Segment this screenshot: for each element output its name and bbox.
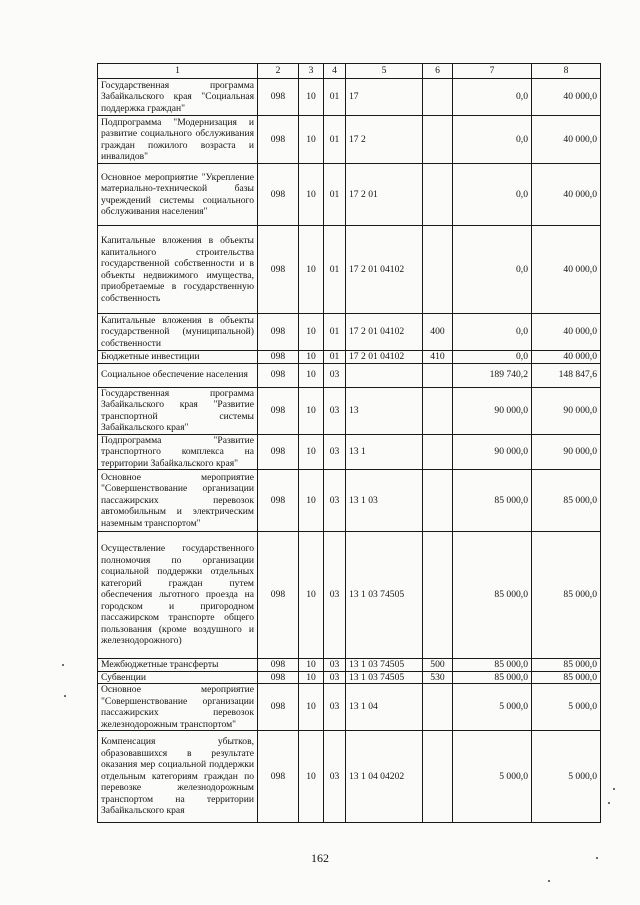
amount-year2-cell: 5 000,0 (532, 731, 601, 823)
subsection-cell: 03 (324, 731, 346, 823)
table-row (98, 351, 601, 364)
amount-year2-cell: 40 000,0 (532, 314, 601, 351)
admin-code-cell: 098 (258, 532, 299, 659)
section-cell: 10 (299, 671, 324, 684)
target-article-cell: 13 1 03 74505 (346, 659, 423, 672)
expense-type-cell (423, 387, 453, 434)
target-article-cell: 17 2 01 04102 (346, 314, 423, 351)
section-cell: 10 (299, 116, 324, 164)
target-article-cell: 13 1 (346, 434, 423, 470)
section-cell: 10 (299, 351, 324, 364)
target-article-cell: 13 (346, 387, 423, 434)
admin-code-cell: 098 (258, 659, 299, 672)
table-row (98, 226, 601, 314)
row-name-cell: Капитальные вложения в объекты государственной (муниципальной) собственности (98, 314, 258, 351)
subsection-cell: 03 (324, 659, 346, 672)
table-row (98, 363, 601, 387)
column-number: 2 (258, 64, 299, 79)
amount-year1-cell: 85 000,0 (453, 532, 532, 659)
table-row (98, 659, 601, 672)
amount-year1-cell: 85 000,0 (453, 470, 532, 532)
subsection-cell: 03 (324, 387, 346, 434)
table-row (98, 79, 601, 116)
amount-year1-cell: 0,0 (453, 226, 532, 314)
target-article-cell: 13 1 04 04202 (346, 731, 423, 823)
expense-type-cell (423, 470, 453, 532)
expense-type-cell: 400 (423, 314, 453, 351)
section-cell: 10 (299, 226, 324, 314)
admin-code-cell: 098 (258, 387, 299, 434)
subsection-cell: 03 (324, 671, 346, 684)
subsection-cell: 01 (324, 164, 346, 226)
table-row (98, 532, 601, 659)
amount-year2-cell: 40 000,0 (532, 116, 601, 164)
expense-type-cell (423, 363, 453, 387)
target-article-cell: 17 2 01 04102 (346, 226, 423, 314)
admin-code-cell: 098 (258, 434, 299, 470)
admin-code-cell: 098 (258, 164, 299, 226)
amount-year1-cell: 5 000,0 (453, 684, 532, 731)
subsection-cell: 03 (324, 532, 346, 659)
target-article-cell: 17 (346, 79, 423, 116)
table-row (98, 434, 601, 470)
section-cell: 10 (299, 314, 324, 351)
target-article-cell: 13 1 03 (346, 470, 423, 532)
section-cell: 10 (299, 434, 324, 470)
expense-type-cell: 530 (423, 671, 453, 684)
scan-speck (548, 880, 550, 882)
scan-speck (613, 788, 615, 790)
row-name-cell: Государственная программа Забайкальского края "Развитие транспортной системы Забайкальского края" (98, 387, 258, 434)
subsection-cell: 01 (324, 314, 346, 351)
target-article-cell: 17 2 01 04102 (346, 351, 423, 364)
section-cell: 10 (299, 659, 324, 672)
amount-year1-cell: 85 000,0 (453, 659, 532, 672)
row-name-cell: Государственная программа Забайкальского края "Социальная поддержка граждан" (98, 79, 258, 116)
target-article-cell: 13 1 03 74505 (346, 671, 423, 684)
admin-code-cell: 098 (258, 731, 299, 823)
row-name-cell: Межбюджетные трансферты (98, 659, 258, 672)
table-row (98, 684, 601, 731)
expense-type-cell (423, 116, 453, 164)
row-name-cell: Бюджетные инвестиции (98, 351, 258, 364)
admin-code-cell: 098 (258, 470, 299, 532)
target-article-cell: 13 1 03 74505 (346, 532, 423, 659)
row-name-cell: Основное мероприятие "Совершенствование организации пассажирских перевозок автомобильным и электрическим наземным транспортом" (98, 470, 258, 532)
target-article-cell: 13 1 04 (346, 684, 423, 731)
subsection-cell: 03 (324, 434, 346, 470)
admin-code-cell: 098 (258, 79, 299, 116)
subsection-cell: 01 (324, 226, 346, 314)
row-name-cell: Компенсация убытков, образовавшихся в результате оказания мер социальной поддержки отдельным категориям граждан по перевозке железнодорожным транспортом на территории Забайкальского края (98, 731, 258, 823)
table-row (98, 731, 601, 823)
target-article-cell: 17 2 01 (346, 164, 423, 226)
column-number: 7 (453, 64, 532, 79)
expense-type-cell (423, 434, 453, 470)
row-name-cell: Подпрограмма "Модернизация и развитие социального обслуживания граждан пожилого возраста и инвалидов" (98, 116, 258, 164)
amount-year2-cell: 5 000,0 (532, 684, 601, 731)
scan-speck (596, 857, 598, 859)
expense-type-cell (423, 731, 453, 823)
expense-type-cell: 500 (423, 659, 453, 672)
section-cell: 10 (299, 164, 324, 226)
admin-code-cell: 098 (258, 671, 299, 684)
budget-table (97, 63, 601, 823)
amount-year1-cell: 0,0 (453, 314, 532, 351)
row-name-cell: Основное мероприятие "Укрепление материально-технической базы учреждений системы социального обслуживания населения" (98, 164, 258, 226)
table-row (98, 671, 601, 684)
amount-year2-cell: 90 000,0 (532, 387, 601, 434)
amount-year1-cell: 0,0 (453, 164, 532, 226)
amount-year2-cell: 148 847,6 (532, 363, 601, 387)
column-number: 1 (98, 64, 258, 79)
amount-year1-cell: 90 000,0 (453, 434, 532, 470)
amount-year2-cell: 40 000,0 (532, 351, 601, 364)
amount-year1-cell: 5 000,0 (453, 731, 532, 823)
row-name-cell: Субвенции (98, 671, 258, 684)
amount-year1-cell: 0,0 (453, 116, 532, 164)
subsection-cell: 01 (324, 116, 346, 164)
column-number-row (98, 64, 601, 79)
scan-speck (64, 695, 66, 697)
subsection-cell: 03 (324, 684, 346, 731)
amount-year2-cell: 85 000,0 (532, 659, 601, 672)
target-article-cell: 17 2 (346, 116, 423, 164)
row-name-cell: Осуществление государственного полномочия по организации социальной поддержки отдельных категорий граждан путем обеспечения льготного проезда на городском и пригородном пассажирском транспорте общего пользования (кроме воздушного и железнодорожного) (98, 532, 258, 659)
amount-year1-cell: 0,0 (453, 79, 532, 116)
subsection-cell: 03 (324, 470, 346, 532)
expense-type-cell (423, 164, 453, 226)
section-cell: 10 (299, 79, 324, 116)
subsection-cell: 01 (324, 79, 346, 116)
expense-type-cell (423, 226, 453, 314)
expense-type-cell (423, 684, 453, 731)
admin-code-cell: 098 (258, 363, 299, 387)
admin-code-cell: 098 (258, 351, 299, 364)
row-name-cell: Основное мероприятие "Совершенствование организации пассажирских перевозок железнодорожным транспортом" (98, 684, 258, 731)
amount-year2-cell: 40 000,0 (532, 164, 601, 226)
amount-year2-cell: 40 000,0 (532, 226, 601, 314)
scan-speck (62, 664, 64, 666)
amount-year2-cell: 90 000,0 (532, 434, 601, 470)
admin-code-cell: 098 (258, 314, 299, 351)
section-cell: 10 (299, 470, 324, 532)
amount-year2-cell: 85 000,0 (532, 671, 601, 684)
section-cell: 10 (299, 684, 324, 731)
scan-speck (608, 802, 610, 804)
row-name-cell: Подпрограмма "Развитие транспортного комплекса на территории Забайкальского края" (98, 434, 258, 470)
target-article-cell (346, 363, 423, 387)
column-number: 5 (346, 64, 423, 79)
page-number: 162 (311, 851, 329, 865)
subsection-cell: 03 (324, 363, 346, 387)
admin-code-cell: 098 (258, 116, 299, 164)
amount-year1-cell: 90 000,0 (453, 387, 532, 434)
row-name-cell: Социальное обеспечение населения (98, 363, 258, 387)
table-row (98, 387, 601, 434)
section-cell: 10 (299, 387, 324, 434)
expense-type-cell (423, 532, 453, 659)
amount-year1-cell: 0,0 (453, 351, 532, 364)
column-number: 6 (423, 64, 453, 79)
admin-code-cell: 098 (258, 226, 299, 314)
column-number: 8 (532, 64, 601, 79)
section-cell: 10 (299, 363, 324, 387)
amount-year2-cell: 85 000,0 (532, 532, 601, 659)
table-row (98, 470, 601, 532)
amount-year1-cell: 85 000,0 (453, 671, 532, 684)
table-row (98, 116, 601, 164)
subsection-cell: 01 (324, 351, 346, 364)
section-cell: 10 (299, 532, 324, 659)
amount-year2-cell: 40 000,0 (532, 79, 601, 116)
admin-code-cell: 098 (258, 684, 299, 731)
expense-type-cell (423, 79, 453, 116)
table-row (98, 314, 601, 351)
column-number: 3 (299, 64, 324, 79)
amount-year2-cell: 85 000,0 (532, 470, 601, 532)
column-number: 4 (324, 64, 346, 79)
table-row (98, 164, 601, 226)
expense-type-cell: 410 (423, 351, 453, 364)
row-name-cell: Капитальные вложения в объекты капитального строительства государственной собственности и в объекты недвижимого имущества, приобретаемые в государственную собственность (98, 226, 258, 314)
section-cell: 10 (299, 731, 324, 823)
amount-year1-cell: 189 740,2 (453, 363, 532, 387)
table-body (98, 79, 601, 823)
